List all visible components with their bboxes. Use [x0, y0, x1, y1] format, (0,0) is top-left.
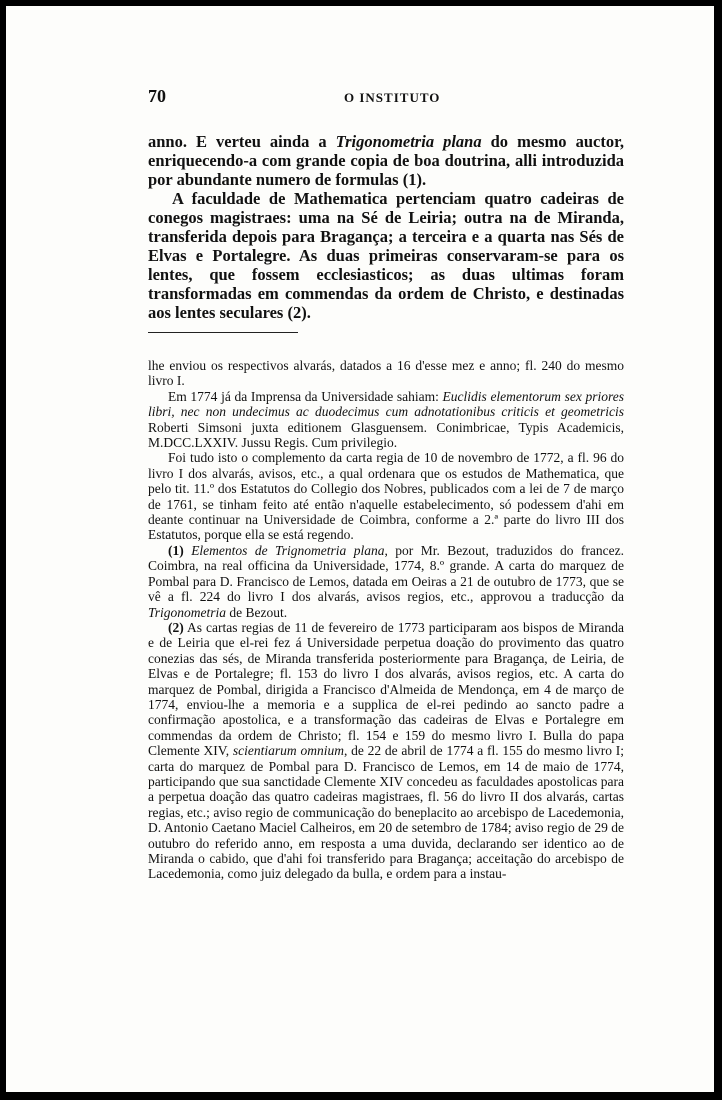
page-number: 70	[148, 86, 166, 106]
text-span: Roberti Simsoni juxta editionem Glasguensem. Conimbricae, Typis Academicis, M.DCC.LXXIV. Jussu Regis. Cum privilegio.	[148, 419, 624, 451]
footnote-continuation: lhe enviou os respectivos alvarás, datados a 16 d'esse mez e anno; fl. 240 do mesmo livro I.	[148, 358, 624, 389]
footnote-paragraph: Foi tudo isto o complemento da carta regia de 10 de novembro de 1772, a fl. 96 do livro I dos alvarás, avisos, etc., a qual ordenara que os estudos de Mathematica, que pelo tit. 11.º dos Estatutos do Collegio dos Nobres, publicados com a lei de 7 de março de 1761, se tinham feito até então n'aquelle estabelecimento, só podessem d'ahi em deante continuar na Universidade de Coimbra, conforme a 2.ª parte do livro III dos Estatutos, porque ella se está regendo.	[148, 450, 624, 543]
text-span: anno. E verteu ainda a	[148, 132, 336, 151]
footnotes	[148, 358, 624, 882]
text-span: , de 22 de abril de 1774 a fl. 155 do mesmo livro I; carta do marquez de Pombal para D. Francisco de Lemos, em 14 de maio de 1774, participando que sua sanctidade Clemente XIV concedeu as faculdades apostolicas para a perpetua doação das quatro cadeiras magistraes, fl. 56 do livro II dos alvarás, cartas regias, etc.; aviso regio de communicação do beneplacito ao arcebispo de Lacedemonia, D. Antonio Caetano Maciel Calheiros, em 20 de setembro de 1784; aviso regio de 29 de outubro do referido anno, em resposta a uma duvida, declarando ser identico ao de Miranda o cabido, que d'ahi foi transferido para Bragança; acceitação do arcebispo de Lacedemonia, como juiz delegado da bulla, e ordem para a instau-	[148, 743, 624, 882]
running-title: O INSTITUTO	[344, 90, 441, 105]
italic-title: Euclidis elementorum sex priores libri, nec non undecimus ac duodecimus cum adnotationibus criticis et geometricis	[148, 388, 625, 420]
footnote-marker: (1)	[168, 542, 184, 558]
footnote-paragraph	[148, 389, 624, 451]
italic-title: Elementos de Trignometria plana	[191, 542, 385, 558]
main-text	[148, 132, 624, 322]
book-page	[6, 6, 714, 1092]
italic-title: scientiarum omnium	[232, 743, 344, 759]
text-span: , por Mr. Bezout, traduzidos do francez. Coimbra, na real officina da Universidade, 1774, 8.º grande. A carta do marquez de Pombal para D. Francisco de Lemos, datada em Oeiras a 21 de outubro de 1773, que se vê a fl. 224 do livro I dos alvarás, avisos regios, etc., approvou a traducção da	[148, 542, 625, 605]
main-paragraph: A faculdade de Mathematica pertenciam quatro cadeiras de conegos magistraes: uma na Sé de Leiria; outra na de Miranda, transferida depois para Bragança; a terceira e a quarta nas Sés de Elvas e Portalegre. As duas primeiras conservaram-se para os lentes, que fossem ecclesiasticos; as duas ultimas foram transformadas em commendas da ordem de Christo, e destinadas aos lentes seculares (2).	[148, 189, 624, 322]
text-span: do mesmo auctor, enriquecendo-a com grande copia de boa doutrina, alli introduzida por abundante numero de formulas (1).	[148, 132, 625, 189]
footnote-marker: (2)	[168, 619, 184, 635]
italic-title: Trigonometria	[148, 604, 227, 620]
main-paragraph	[148, 132, 624, 189]
page-header	[148, 86, 624, 110]
footnote-1	[148, 543, 624, 620]
footnote-2	[148, 620, 624, 882]
footnote-rule	[148, 332, 298, 333]
text-span: As cartas regias de 11 de fevereiro de 1773 participaram aos bispos de Miranda e de Leiria que el-rei fez á Universidade perpetua doação do provimento das quatro conezias das sés, de Miranda transferida posteriormente para Bragança, de Leiria, de Elvas e de Portalegre; fl. 153 do livro I dos alvarás, avisos regios, etc. A carta do marquez de Pombal, dirigida a Francisco d'Almeida de Mendonça, em 4 de março de 1774, enviou-lhe a memoria e a supplica de el-rei pedindo ao sancto padre a confirmação apostolica, e a transformação das cadeiras de Elvas e Portalegre em commendas da ordem de Christo; fl. 154 e 159 do mesmo livro I. Bulla do papa Clemente XIV,	[148, 619, 624, 759]
text-span: Em 1774 já da Imprensa da Universidade sahiam:	[168, 388, 443, 404]
text-span: de Bezout.	[226, 604, 288, 620]
italic-title: Trigonometria plana	[335, 132, 482, 151]
